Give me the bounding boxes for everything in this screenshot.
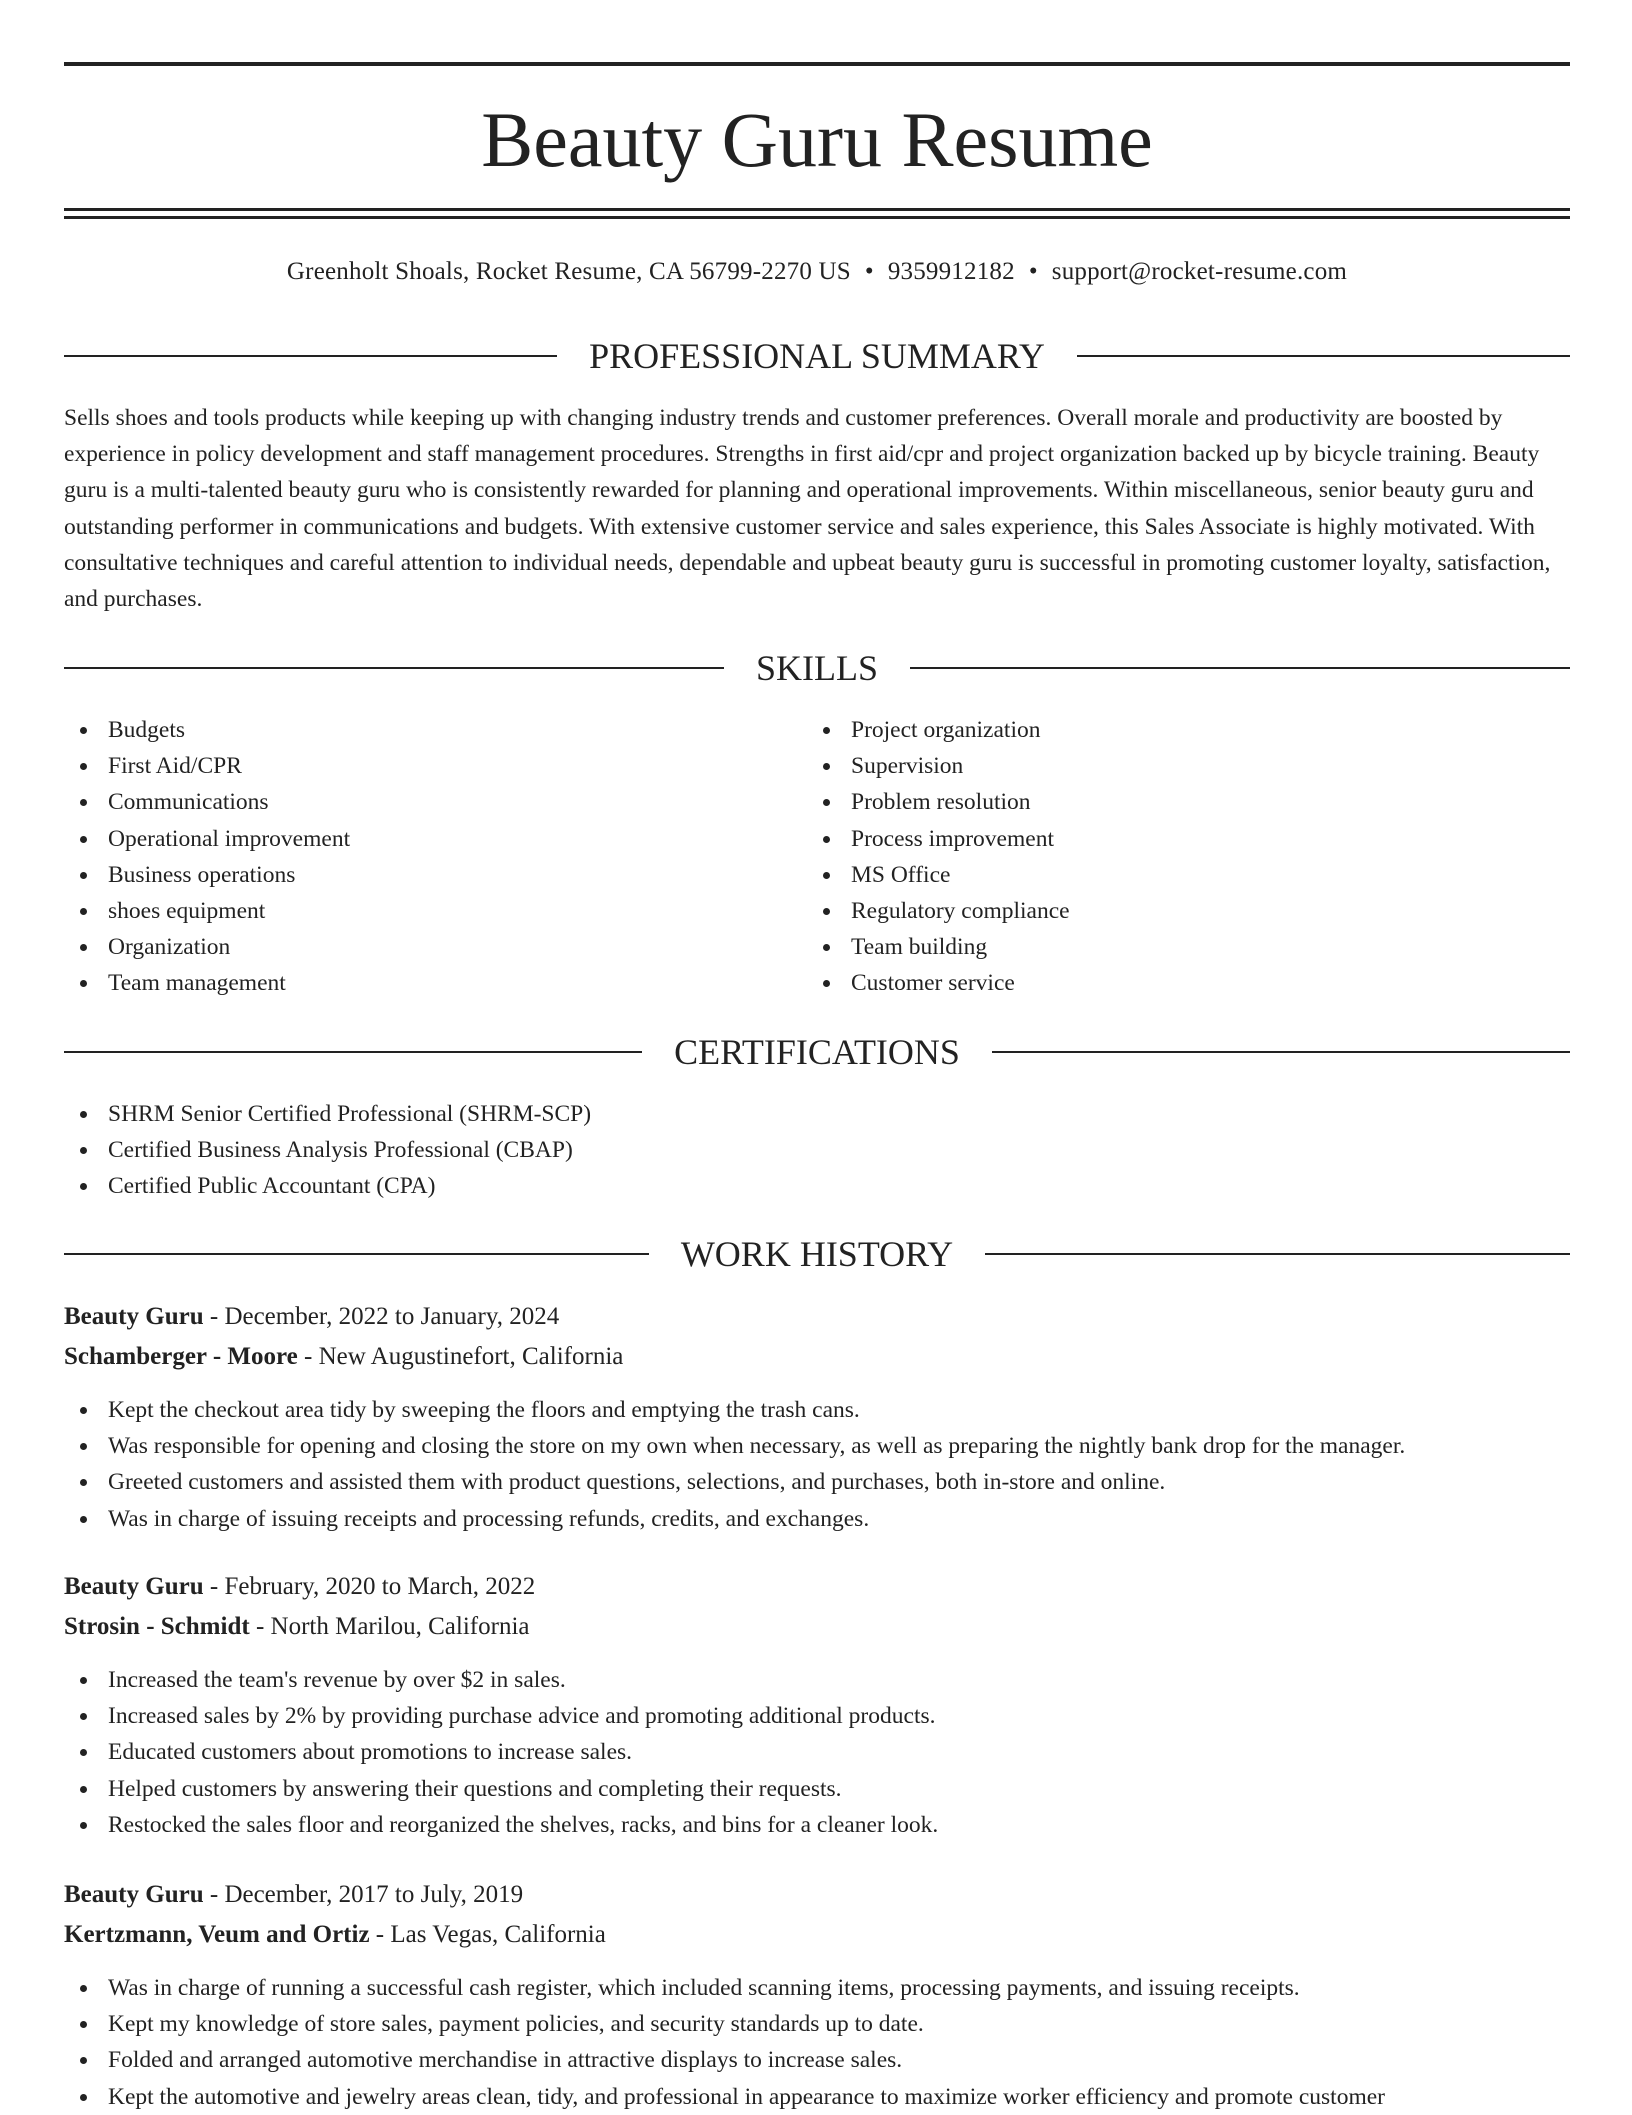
contact-phone: 9359912182 — [887, 258, 1015, 285]
job-bullets — [64, 1662, 938, 1843]
skill-item: Regulatory compliance — [807, 893, 1070, 929]
summary-heading — [64, 334, 1570, 378]
heading-rule-left — [64, 1051, 642, 1053]
job-company-line: Schamberger - Moore - New Augustinefort, California — [64, 1343, 624, 1370]
job-bullet: Kept the checkout area tidy by sweeping the floors and emptying the trash cans. — [64, 1392, 1405, 1428]
skill-item: Business operations — [64, 857, 350, 893]
job-title: Beauty Guru — [64, 1303, 204, 1330]
skills-heading — [64, 646, 1570, 690]
job-bullet: Kept my knowledge of store sales, payment policies, and security standards up to date. — [64, 2006, 1385, 2042]
skill-item: Supervision — [807, 748, 1070, 784]
contact-address: Greenholt Shoals, Rocket Resume, CA 56799-2270 US — [286, 258, 851, 285]
job-bullet: Increased sales by 2% by providing purchase advice and promoting additional products. — [64, 1698, 938, 1734]
heading-rule-right — [910, 667, 1570, 669]
job-company-line: Strosin - Schmidt - North Marilou, California — [64, 1613, 530, 1640]
title-rule-lower — [64, 216, 1570, 219]
skill-item: shoes equipment — [64, 893, 350, 929]
heading-rule-right — [985, 1253, 1570, 1255]
skill-item: MS Office — [807, 857, 1070, 893]
job-bullets — [64, 1970, 1385, 2115]
job-bullet: Was in charge of issuing receipts and processing refunds, credits, and exchanges. — [64, 1501, 1405, 1537]
job-bullet: Educated customers about promotions to increase sales. — [64, 1734, 938, 1770]
job-title-line: Beauty Guru - December, 2017 to July, 2019 — [64, 1881, 524, 1908]
skill-item: Operational improvement — [64, 821, 350, 857]
heading-rule-left — [64, 1253, 649, 1255]
job-dates: December, 2022 to January, 2024 — [224, 1303, 560, 1330]
job-bullet: Was in charge of running a successful cash register, which included scanning items, processing payments, and issuing receipts. — [64, 1970, 1385, 2006]
contact-email: support@rocket-resume.com — [1051, 258, 1348, 285]
heading-rule-right — [1077, 355, 1570, 357]
job-bullet: Greeted customers and assisted them with product questions, selections, and purchases, both in-store and online. — [64, 1464, 1405, 1500]
contact-separator: • — [1028, 258, 1038, 285]
job-company: Kertzmann, Veum and Ortiz — [64, 1921, 370, 1948]
job-company: Schamberger - Moore — [64, 1343, 298, 1370]
certifications-heading — [64, 1030, 1570, 1074]
job-bullet: Folded and arranged automotive merchandise in attractive displays to increase sales. — [64, 2042, 1385, 2078]
skills-list-right — [807, 712, 1070, 1002]
certification-item: SHRM Senior Certified Professional (SHRM-SCP) — [64, 1096, 591, 1132]
certification-item: Certified Public Accountant (CPA) — [64, 1168, 591, 1204]
resume-title: Beauty Guru Resume — [481, 96, 1153, 183]
job-bullet: Restocked the sales floor and reorganized the shelves, racks, and bins for a cleaner look. — [64, 1807, 938, 1843]
job-bullet: Was responsible for opening and closing the store on my own when necessary, as well as preparing the nightly bank drop for the manager. — [64, 1428, 1405, 1464]
job-bullet: Increased the team's revenue by over $2 in sales. — [64, 1662, 938, 1698]
job-title: Beauty Guru — [64, 1573, 204, 1600]
heading-rule-left — [64, 355, 557, 357]
contact-separator: • — [864, 258, 874, 285]
certification-item: Certified Business Analysis Professional (CBAP) — [64, 1132, 591, 1168]
job-title-line: Beauty Guru - February, 2020 to March, 2022 — [64, 1573, 536, 1600]
job-dates: February, 2020 to March, 2022 — [224, 1573, 536, 1600]
job-dates: December, 2017 to July, 2019 — [224, 1881, 524, 1908]
skills-heading-label: SKILLS — [756, 648, 879, 688]
summary-heading-label: PROFESSIONAL SUMMARY — [589, 336, 1045, 376]
job-location: North Marilou, California — [270, 1613, 530, 1640]
skill-item: Project organization — [807, 712, 1070, 748]
job-bullet: Helped customers by answering their questions and completing their requests. — [64, 1771, 938, 1807]
skill-item: First Aid/CPR — [64, 748, 350, 784]
skill-item: Organization — [64, 929, 350, 965]
certifications-heading-label: CERTIFICATIONS — [674, 1032, 960, 1072]
heading-rule-left — [64, 667, 724, 669]
job-company: Strosin - Schmidt — [64, 1613, 250, 1640]
top-rule — [64, 62, 1570, 66]
skill-item: Team management — [64, 965, 350, 1001]
job-location: New Augustinefort, California — [318, 1343, 624, 1370]
title-rule-upper — [64, 208, 1570, 211]
job-location: Las Vegas, California — [390, 1921, 606, 1948]
skill-item: Customer service — [807, 965, 1070, 1001]
job-title: Beauty Guru — [64, 1881, 204, 1908]
job-title-line: Beauty Guru - December, 2022 to January, 2024 — [64, 1303, 560, 1330]
skill-item: Budgets — [64, 712, 350, 748]
skill-item: Process improvement — [807, 821, 1070, 857]
heading-rule-right — [992, 1051, 1570, 1053]
certifications-list — [64, 1096, 591, 1205]
work-history-heading — [64, 1232, 1570, 1276]
skill-item: Team building — [807, 929, 1070, 965]
summary-text: Sells shoes and tools products while keeping up with changing industry trends and customer preferences. Overall morale and productivity are boosted by experience in policy development and staff management procedures. Strengths in first aid/cpr and project organization backed up by bicycle training. Beauty guru is a multi-talented beauty guru who is consistently rewarded for planning and operational improvements. Within miscellaneous, senior beauty guru and outstanding performer in communications and budgets. With extensive customer service and sales experience, this Sales Associate is highly motivated. With consultative techniques and careful attention to individual needs, dependable and upbeat beauty guru is successful in promoting customer loyalty, satisfaction, and purchases. — [64, 405, 1551, 613]
skills-list-left — [64, 712, 350, 1002]
work-history-heading-label: WORK HISTORY — [680, 1234, 954, 1274]
skill-item: Problem resolution — [807, 784, 1070, 820]
contact-line — [64, 254, 1570, 290]
job-bullets — [64, 1392, 1405, 1537]
job-bullet: Kept the automotive and jewelry areas clean, tidy, and professional in appearance to maximize worker efficiency and promote customer — [64, 2079, 1385, 2115]
skill-item: Communications — [64, 784, 350, 820]
job-company-line: Kertzmann, Veum and Ortiz - Las Vegas, California — [64, 1921, 606, 1948]
